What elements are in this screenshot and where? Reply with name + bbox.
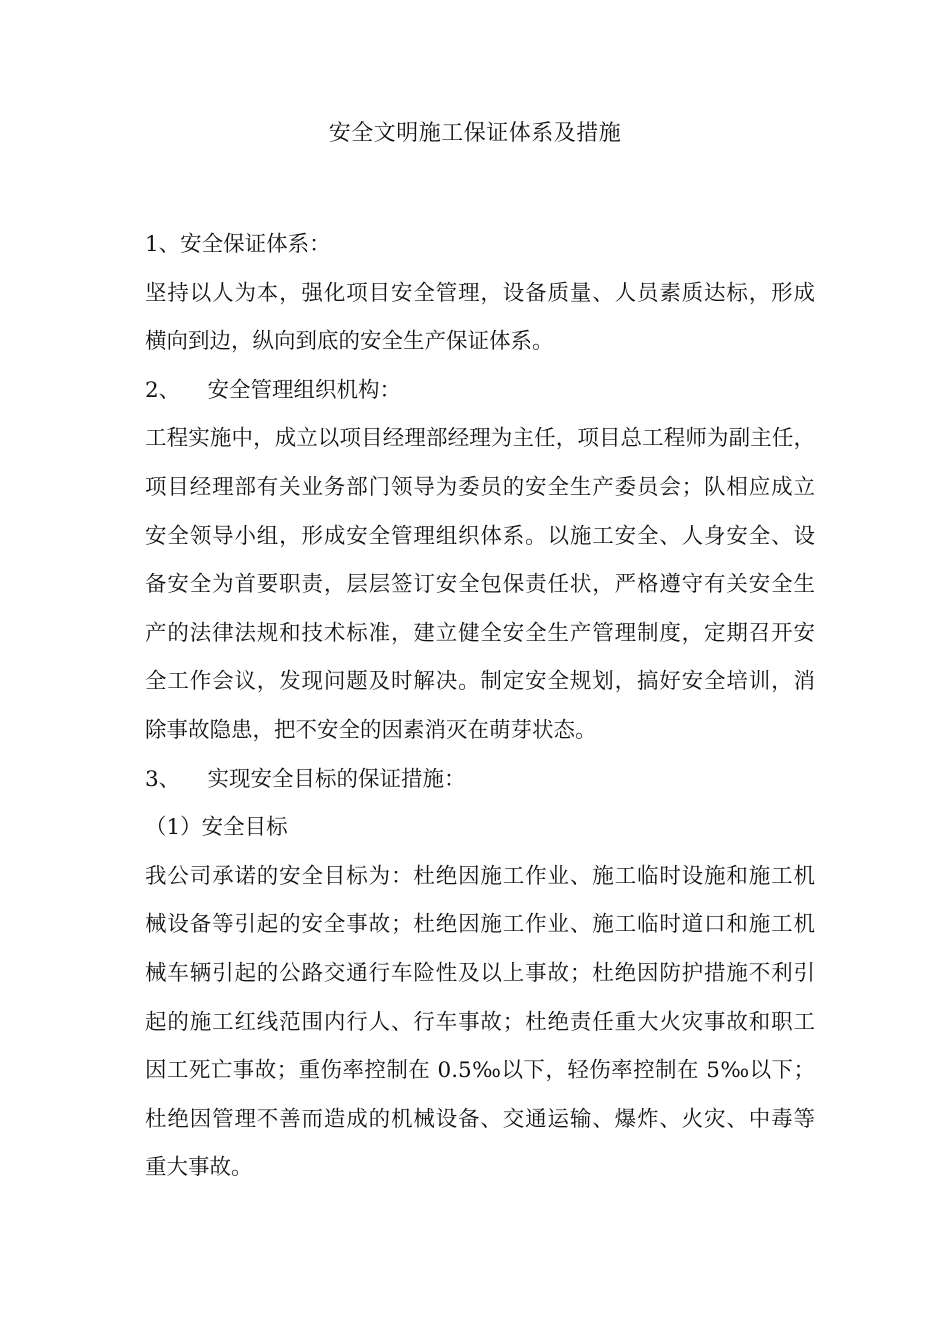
section-3-line-4: 起的施工红线范围内行人、行车事故；杜绝责任重大火灾事故和职工 xyxy=(145,1009,815,1035)
document-title: 安全文明施工保证体系及措施 xyxy=(328,121,622,146)
section-2-line-6: 全工作会议，发现问题及时解决。制定安全规划，搞好安全培训，消 xyxy=(145,669,815,695)
section-2-line-2: 项目经理部有关业务部门领导为委员的安全生产委员会；队相应成立 xyxy=(145,474,815,500)
section-3-line-6: 杜绝因管理不善而造成的机械设备、交通运输、爆炸、火灾、中毒等 xyxy=(145,1106,815,1132)
section-3-line-3: 械车辆引起的公路交通行车险性及以上事故；杜绝因防护措施不利引 xyxy=(145,960,815,986)
section-2-line-3: 安全领导小组，形成安全管理组织体系。以施工安全、人身安全、设 xyxy=(145,523,815,549)
section-3-subheading: （1）安全目标 xyxy=(145,815,288,841)
section-3-line-5: 因工死亡事故；重伤率控制在 0.5‰以下，轻伤率控制在 5‰以下； xyxy=(145,1058,815,1084)
section-3-heading: 3、 实现安全目标的保证措施： xyxy=(145,766,466,792)
section-1-heading: 1、安全保证体系： xyxy=(145,232,331,257)
section-2-heading: 2、 安全管理组织机构： xyxy=(145,377,402,403)
section-2-line-1: 工程实施中，成立以项目经理部经理为主任，项目总工程师为副主任， xyxy=(145,426,815,452)
section-2-line-4: 备安全为首要职责，层层签订安全包保责任状，严格遵守有关安全生 xyxy=(145,572,815,598)
section-2-line-5: 产的法律法规和技术标准，建立健全安全生产管理制度，定期召开安 xyxy=(145,620,815,646)
section-3-line-7: 重大事故。 xyxy=(145,1155,253,1181)
section-1-line-1: 坚持以人为本，强化项目安全管理，设备质量、人员素质达标，形成 xyxy=(145,280,815,306)
section-3-line-2: 械设备等引起的安全事故；杜绝因施工作业、施工临时道口和施工机 xyxy=(145,912,815,938)
section-3-line-1: 我公司承诺的安全目标为：杜绝因施工作业、施工临时设施和施工机 xyxy=(145,863,815,889)
section-2-line-7: 除事故隐患，把不安全的因素消灭在萌芽状态。 xyxy=(145,717,597,743)
section-1-line-2: 横向到边，纵向到底的安全生产保证体系。 xyxy=(145,329,554,355)
document-body xyxy=(145,221,815,1193)
